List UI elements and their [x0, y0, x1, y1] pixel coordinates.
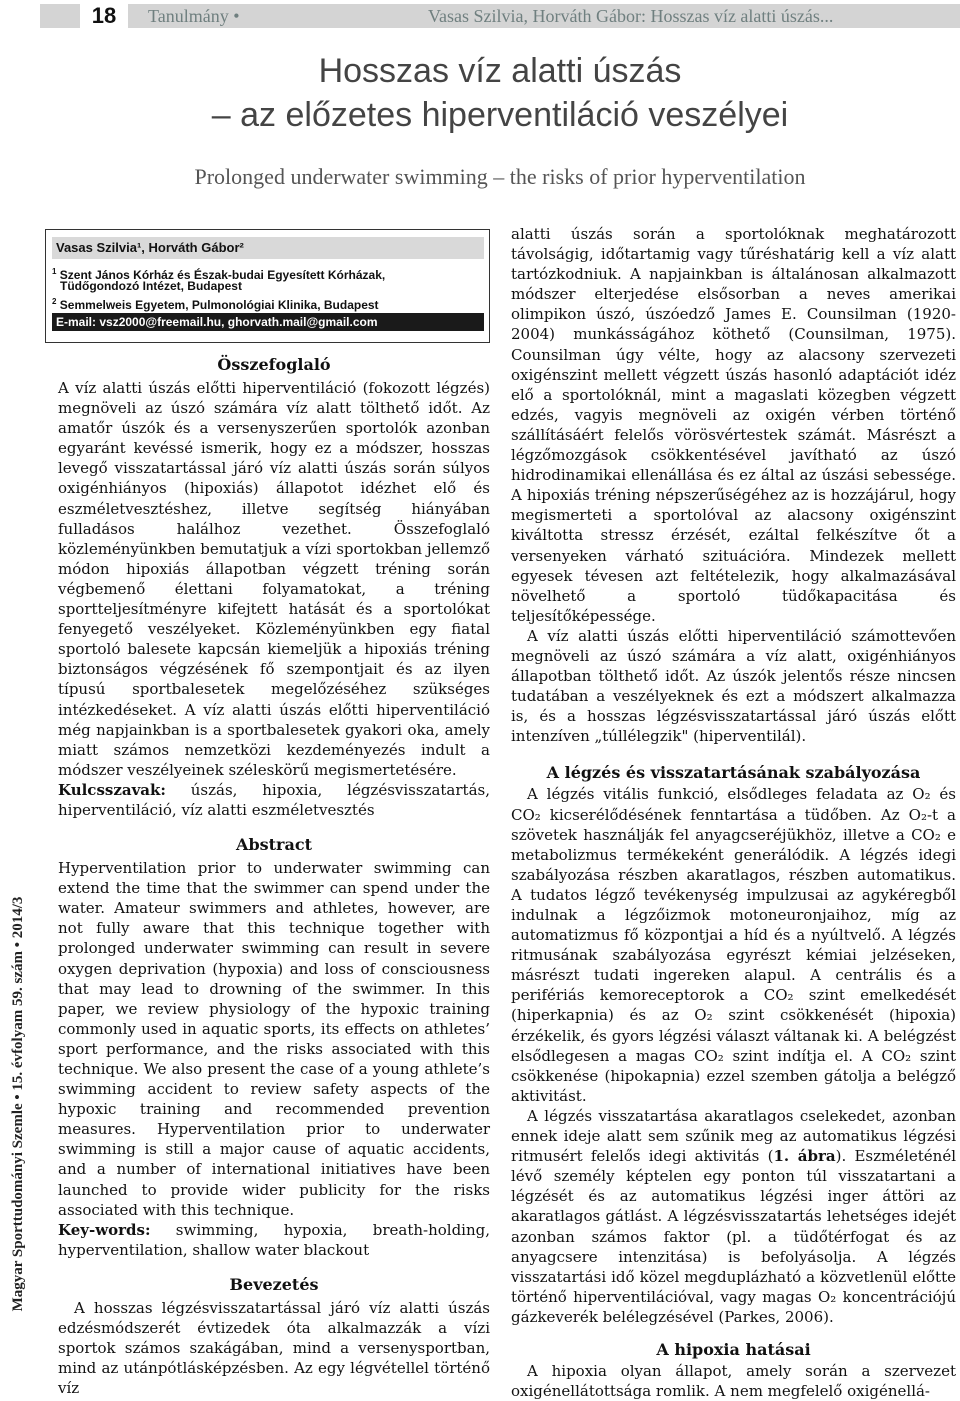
right-paragraph-4a: A légzés visszatartása akaratlagos cselekedet, azonban ennek ideje alatt sem szűnik meg az automatikus légzési ritmusért felelős idegi aktivitás ( [511, 1106, 956, 1166]
right-paragraph-2: A víz alatti úszás előtti hiperventiláció számottevően megnöveli az úszó számára a víz alatt, oxigénhiányos állapotban tölthető időt. Az úszók jelentős része nincsen tudatában a veszélyeknek és ezt a módszert alkalmazza is, és a hosszas légzésvisszatartással járó úszás előtt intenzíven „túllélegzik" (hiperventilál). [511, 626, 956, 746]
author-email: E-mail: vsz2000@freemail.hu, ghorvath.mail@gmail.com [52, 313, 484, 331]
keywords-hu-label: Kulcsszavak: [58, 780, 166, 799]
affiliation-2: $^2$ Semmelweis Egyetem, Pulmonológiai Klinika, Budapest [52, 297, 379, 312]
intro-text: A hosszas légzésvisszatartással járó víz alatti úszás edzésmódszerét évtizedek óta alkalmazzák a vízi sportok számos szakágában, mind a versenysportban, mind az utánpótlásképzésben. Az egy légvétellel történő víz [58, 1298, 490, 1398]
section-heading-hypoxia: A hipoxia hatásai [656, 1339, 811, 1359]
article-subtitle: Prolonged underwater swimming – the risks of prior hyperventilation [194, 164, 806, 189]
keywords-hu [58, 780, 490, 820]
keywords-en-text: swimming, hypoxia, breath-holding, hyperventilation, shallow water blackout [58, 1220, 490, 1259]
intro-heading: Bevezetés [229, 1274, 319, 1294]
affiliation-1-text: Szent János Kórház és Észak-budai Egyesített Kórházak, [59, 268, 386, 282]
abstract-en-heading: Abstract [236, 835, 312, 855]
article-title-line1: Hosszas víz alatti úszás [318, 52, 682, 90]
affiliation-1-line1: $^1$ Szent János Kórház és Észak-budai Egyesített Kórházak, [52, 267, 386, 282]
right-paragraph-3: A légzés vitális funkció, elsődleges feladata az O₂ és CO₂ kicserélődésének fenntartása a tüdőben. Az O₂-t a szövetek használják fel anyagcseréjükhöz, illetve a CO₂ e metabolizmus termékeként generálódik. A légzés idegi szabályozása részben akaratlagos, részben automatikus. A tudatos légző tevékenység impulzusai az agykéregből indulnak a légzőizmok motoneuronjaihoz, míg az automatizmus fő központjai a híd és a nyúltvelő. A légzés ritmusának szabályozása egyrészt kémiai jelzéseken, másrészt tudati ingereken alapul. A centrális és a perifériás kemoreceptorok a CO₂ szint emelkedését (hiperkapnia) és az O₂ szint csökkenését (hipoxia) érzékelik, és gyors légzési választ váltanak ki. A belégzést elsődlegesen a magas CO₂ szint indítja el. A CO₂ szint csökkenése (hipokapnia) ezzel szemben gátolja a belégző aktivitást. [511, 785, 956, 1105]
section-heading-breathing: A légzés és visszatartásának szabályozása [546, 763, 921, 783]
author-names: Vasas Szilvia¹, Horváth Gábor² [52, 237, 484, 259]
keywords-en [58, 1220, 490, 1260]
page-number: 18 [91, 3, 117, 28]
right-paragraph-4 [511, 1106, 956, 1327]
header-running-title: Vasas Szilvia, Horváth Gábor: Hosszas víz alatti úszás... [428, 6, 834, 26]
right-paragraph-4c: ). Eszméleténél lévő személy képtelen egy ponton túl visszatartani a légzését és az automatikus légzési inger áttöri az akaratlagos gátlást. A légzésvisszatartás lehetséges idejét azonban számos faktor (pl. a tüdőtérfogat és az anyagcsere intenzitása) is befolyásolja. A légzés visszatartási idő közel megduplázható a közvetlenül előtte történő hiperventilációval, vagy magas O₂ koncentrációjú gázkeverék belélegzésével (Parkes, 2006). [511, 1147, 957, 1326]
affiliation-1-text-2: Tüdőgondozó Intézet, Budapest [60, 279, 242, 293]
article-title-line2: – az előzetes hiperventiláció veszélyei [211, 96, 789, 134]
figure-reference[interactable]: 1. ábra [773, 1147, 836, 1166]
affiliation-2-text: Semmelweis Egyetem, Pulmonológiai Klinika, Budapest [59, 298, 379, 312]
affiliation-1-line2 [60, 279, 242, 294]
abstract-hu-heading: Összefoglaló [217, 355, 331, 374]
keywords-hu-text: úszás, hipoxia, légzésvisszatartás, hiperventiláció, víz alatti eszméletvesztés [58, 780, 490, 819]
keywords-en-label: Key-words: [58, 1220, 151, 1239]
right-paragraph-5: A hipoxia olyan állapot, amely során a szervezet oxigénellátottsága romlik. A nem megfelelő oxigénellá- [511, 1361, 956, 1401]
abstract-en-text: Hyperventilation prior to underwater swimming can extend the time that the swimmer can spend under the water. Amateur swimmers and athletes, however, are not fully aware that this technique together with prolonged underwater swimming can result in severe oxygen deprivation (hypoxia) and loss of consciousness that may lead to drowning of the swimmer. In this paper, we review physiology of the hypoxic training commonly used in aquatic sports, its effects on athletes’ sport performance, and the risks associated with this technique. We also present the case of a young athlete’s swimming accident to review safety aspects of the hypoxic training and recommended prevention measures. Hyperventilation prior to underwater swimming is still a major cause of aquatic accidents, and a number of international initiatives have been launched to provide wider publicity for the risks associated with this technique. [58, 859, 490, 1219]
journal-side-label: Magyar Sporttudományi Szemle • 15. évfolyam 59. szám • 2014/3 [10, 896, 26, 1312]
header-bar-left [40, 4, 80, 28]
right-column [511, 224, 956, 1401]
author-box [45, 229, 490, 343]
right-paragraph-1: alatti úszás során a sportolóknak meghatározott távolságig, időtartamig vagy tűréshatárig kell a víz alatt tartózkodniuk. A napjainkban is általánosan alkalmazott módszer elterjedése elsősorban a neves amerikai olimpikon úszó, úszóedző James E. Counsilman (1920-2004) munkásságához köthető (Counsilman, 1975). Counsilman úgy vélte, hogy az alacsony szervezeti oxigénszint mellett végzett úszás hasonló adaptációt idéz elő a sportolóknál, mint a magaslati közegben végzett edzés, vagyis megnöveli az oxigén vérben történő szállításáért felelős vörösvértestek számát. Másrészt a légzőmozgások csökkentésével javítható az úszó hidrodinamikai ellenállása és ez által az úszási sebessége. A hipoxiás tréning népszerűségéhez az is hozzájárul, hogy megismerteti a sportolóval az alacsony oxigénszint kiváltotta stressz érzését, ezáltal felkészítve őt a versenyeken várható szituációra. Mindezek mellett egyesek tévesen azt feltételezik, hogy alkalmazásával növelhető a sportoló tüdőkapacitása és teljesítőképessége. [511, 225, 956, 625]
header-section: Tanulmány • [148, 6, 240, 26]
left-column [58, 354, 490, 1398]
abstract-hu-text: A víz alatti úszás előtti hiperventiláció (fokozott légzés) megnöveli az úszó számára víz alatt tölthető időt. Az amatőr úszók és a versenyszerűen sportolók azonban egyaránt kevéssé ismerik, hogy ez a módszer, hosszas levegő visszatartással járó víz alatti úszás során súlyos oxigénhiányos (hipoxiás) állapotot idézhet elő és eszméletvesztéshez, illetve segítség hiányában fulladásos halálhoz vezethet. Összefoglaló közleményünkben bemutatjuk a vízi sportokban jellemző módon hipoxiás állapotban végzett tréning során végbemenő élettani folyamatokat, a tréning sportteljesítményre kifejtett hatását és a sportolókat fenyegető veszélyeket. Közleményünkben egy fiatal sportoló balesete kapcsán kiemeljük a hipoxiás tréning biztonságos végzésének fő szempontjait és az ilyen típusú sportbalesetek megelőzéséhez szükséges intézkedéseket. A víz alatti úszás előtti hiperventiláció még napjainkban is a sportbalesetek gyakori oka, amely miatt számos nemzetközi kezdeményezés indult a módszer veszélyeinek széleskörű megismertetésére. [58, 379, 491, 779]
